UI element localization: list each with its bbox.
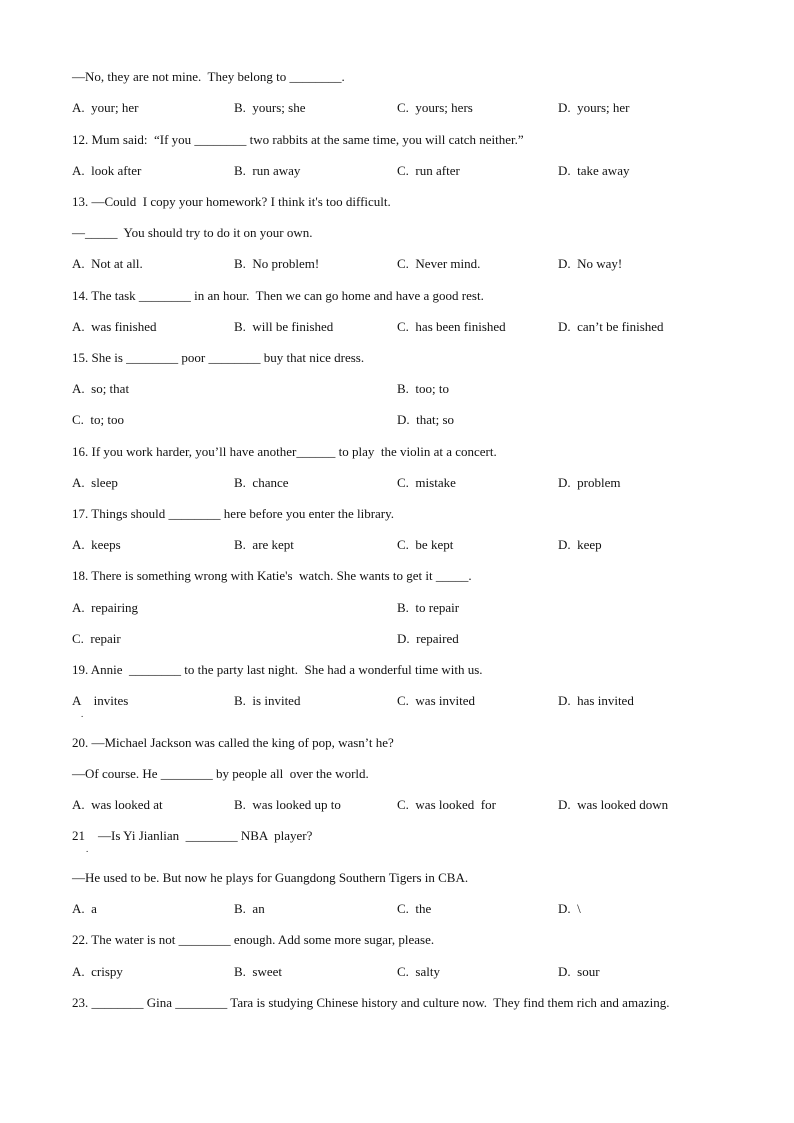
q19-stem: 19. Annie ________ to the party last night. She had a wonderful time with us. bbox=[72, 662, 483, 677]
q12-stem: 12. Mum said: “If you ________ two rabbits at the same time, you will catch neither.” bbox=[72, 132, 524, 147]
q22-option-a: A. crispy bbox=[72, 964, 123, 979]
q14-option-d: D. can’t be finished bbox=[558, 319, 664, 334]
q20-option-d: D. was looked down bbox=[558, 797, 669, 812]
q16-option-b: B. chance bbox=[234, 475, 289, 490]
q21-option-c: C. the bbox=[397, 901, 432, 916]
q16-option-a: A. sleep bbox=[72, 475, 118, 490]
q11-response-line: —No, they are not mine. They belong to ________. bbox=[72, 69, 345, 84]
q21-option-d: D. \ bbox=[558, 901, 581, 916]
q19-option-c: C. was invited bbox=[397, 693, 475, 708]
q18-option-b: B. to repair bbox=[397, 600, 460, 615]
q12-option-c: C. run after bbox=[397, 163, 460, 178]
q17-stem: 17. Things should ________ here before you enter the library. bbox=[72, 506, 395, 521]
q17-option-b: B. are kept bbox=[234, 537, 294, 552]
q12-option-a: A. look after bbox=[72, 163, 142, 178]
q14-option-a: A. was finished bbox=[72, 319, 157, 334]
q13-option-a: A. Not at all. bbox=[72, 256, 143, 271]
q18-option-c: C. repair bbox=[72, 631, 121, 646]
q22-option-b: B. sweet bbox=[234, 964, 283, 979]
q17-option-d: D. keep bbox=[558, 537, 602, 552]
q21-response-line: —He used to be. But now he plays for Guangdong Southern Tigers in CBA. bbox=[72, 870, 469, 885]
q17-option-a: A. keeps bbox=[72, 537, 121, 552]
q15-option-c: C. to; too bbox=[72, 412, 125, 427]
q11-option-c: C. yours; hers bbox=[397, 100, 473, 115]
q20-option-b: B. was looked up to bbox=[234, 797, 341, 812]
q15-option-b: B. too; to bbox=[397, 381, 450, 396]
q15-stem: 15. She is ________ poor ________ buy that nice dress. bbox=[72, 350, 365, 365]
stray-dot-mark: . bbox=[81, 709, 84, 719]
q11-option-d: D. yours; her bbox=[558, 100, 630, 115]
q22-option-d: D. sour bbox=[558, 964, 600, 979]
q16-option-c: C. mistake bbox=[397, 475, 456, 490]
q14-stem: 14. The task ________ in an hour. Then we can go home and have a good rest. bbox=[72, 288, 484, 303]
q20-option-a: A. was looked at bbox=[72, 797, 163, 812]
q20-option-c: C. was looked for bbox=[397, 797, 496, 812]
q19-option-d: D. has invited bbox=[558, 693, 634, 708]
q21-option-a: A. a bbox=[72, 901, 97, 916]
q18-stem: 18. There is something wrong with Katie's watch. She wants to get it _____. bbox=[72, 568, 472, 583]
q20-response-line: —Of course. He ________ by people all over the world. bbox=[72, 766, 369, 781]
q11-option-a: A. your; her bbox=[72, 100, 139, 115]
q21-stem: 21 —Is Yi Jianlian ________ NBA player? bbox=[72, 828, 313, 843]
q15-option-a: A. so; that bbox=[72, 381, 130, 396]
q15-option-d: D. that; so bbox=[397, 412, 455, 427]
q20-stem: 20. —Michael Jackson was called the king of pop, wasn’t he? bbox=[72, 735, 394, 750]
q22-stem: 22. The water is not ________ enough. Add some more sugar, please. bbox=[72, 932, 435, 947]
q22-option-c: C. salty bbox=[397, 964, 440, 979]
q16-option-d: D. problem bbox=[558, 475, 621, 490]
q13-option-b: B. No problem! bbox=[234, 256, 320, 271]
q14-option-b: B. will be finished bbox=[234, 319, 334, 334]
q19-option-b: B. is invited bbox=[234, 693, 301, 708]
q18-option-a: A. repairing bbox=[72, 600, 139, 615]
q23-stem: 23. ________ Gina ________ Tara is studying Chinese history and culture now. They find them rich and amazing. bbox=[72, 995, 670, 1010]
q13-response-line: —_____ You should try to do it on your own. bbox=[72, 225, 313, 240]
q16-stem: 16. If you work harder, you’ll have another______ to play the violin at a concert. bbox=[72, 444, 497, 459]
q21-option-b: B. an bbox=[234, 901, 265, 916]
q14-option-c: C. has been finished bbox=[397, 319, 506, 334]
stray-dot-mark: . bbox=[86, 844, 89, 854]
q13-option-d: D. No way! bbox=[558, 256, 623, 271]
q19-option-a: A invites bbox=[72, 693, 129, 708]
q13-option-c: C. Never mind. bbox=[397, 256, 481, 271]
q12-option-d: D. take away bbox=[558, 163, 630, 178]
q17-option-c: C. be kept bbox=[397, 537, 454, 552]
q12-option-b: B. run away bbox=[234, 163, 301, 178]
q13-stem: 13. —Could I copy your homework? I think it's too difficult. bbox=[72, 194, 391, 209]
q11-option-b: B. yours; she bbox=[234, 100, 306, 115]
q18-option-d: D. repaired bbox=[397, 631, 459, 646]
